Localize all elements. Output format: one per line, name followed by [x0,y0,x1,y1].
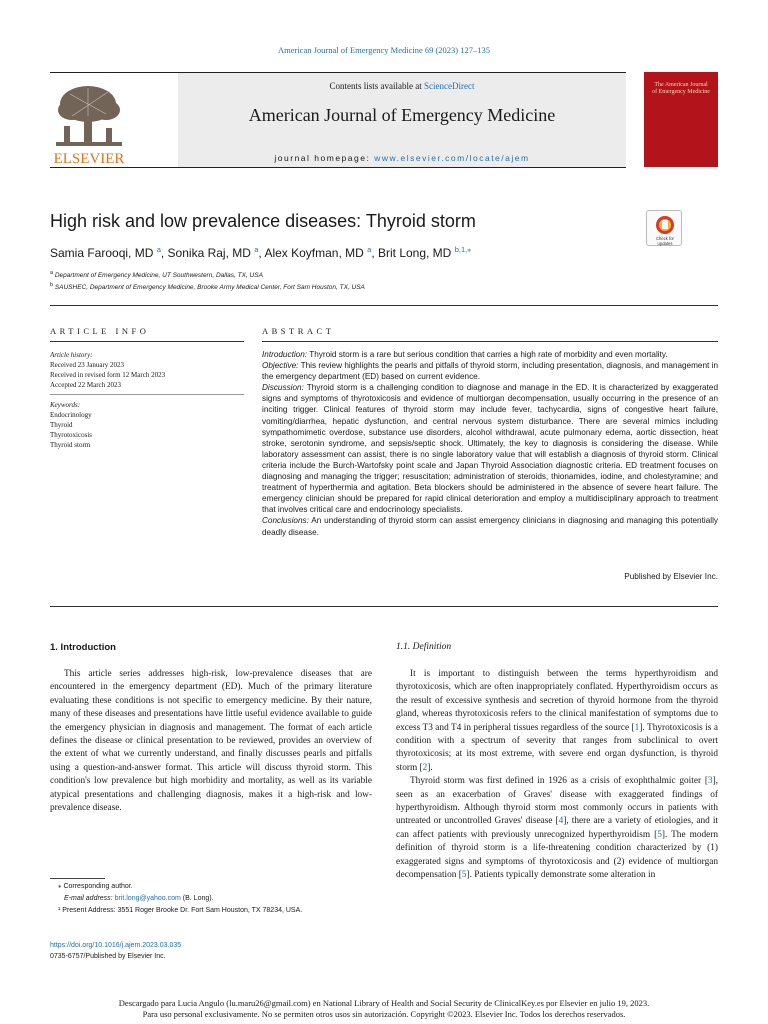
journal-homepage-line [178,153,626,163]
issn-line: 0735-6757/Published by Elsevier Inc. [50,953,166,960]
affiliation-a: $^a$ Department of Emergency Medicine, UT Southwestern, Dallas, TX, USA [50,270,263,280]
cover-title: The American Journal of Emergency Medicine [652,82,710,96]
abstract-body [262,349,718,538]
footnote-corresponding: ⁎ Corresponding author. [58,883,133,890]
body-column-right [396,668,718,883]
section-divider [50,305,718,306]
author-4[interactable]: Brit Long, MD $^{b,1,⁎}$ [377,245,471,260]
check-updates-icon [647,211,683,247]
reference-link[interactable]: 1 [634,722,640,733]
reference-link[interactable]: 4 [558,816,564,827]
download-notice-line-1: Descargado para Lucia Angulo (lu.maru26@gmail.com) en National Library of Health and Social Security de ClinicalKey.es por Elsevier en julio 19, 2023. [118,998,650,1008]
article-info-divider [50,390,244,395]
contents-available-line [178,81,626,91]
affiliation-b: $^b$ SAUSHEC, Department of Emergency Medicine, Brooke Army Medical Center, Fort Sam Houston, TX, USA [50,282,365,292]
download-notice-line-2: Para uso personal exclusivamente. No se permiten otros usos sin autorización. Copyright ©2023. Elsevier Inc. Todos los derechos reservados. [142,1009,626,1019]
accepted-date: Accepted 22 March 2023 [50,381,121,389]
intro-paragraph: This article series addresses high-risk, low-prevalence diseases that are encountered in the emergency department (ED). Much of the primary literature evaluating these conditions is not specific to emergency medicine. By their nature, many of these diseases and presentations have little useful evidence available to guide the emergency physician in diagnosis and management. The format of each article defines the disease or clinical presentation to be reviewed, provides an overview of the extent of what we currently understand, and finally discusses pearls and pitfalls using a question-and-answer format. This article will discuss thyroid storm. This condition's low prevalence but high morbidity and mortality, as well as its variable atypical presentations and challenging diagnosis, makes it a high-risk and low-prevalence disease. [50,669,372,814]
reference-link[interactable]: 5 [657,829,662,840]
svg-text:ELSEVIER: ELSEVIER [53,151,125,166]
article-title: High risk and low prevalence diseases: Thyroid storm [50,211,476,231]
article-info [50,350,244,450]
abstract-objective: Objective: This review highlights the pearls and pitfalls of thyroid storm, including presentation, diagnosis, and management in the emergency department (ED) based on current evidence. [262,361,718,382]
svg-text:Check for: Check for [656,236,674,241]
elsevier-logo[interactable] [50,80,128,166]
keyword-item: Thyroid [50,421,73,429]
reference-link[interactable]: 3 [707,776,713,787]
author-2[interactable]: Sonika Raj, MD $^a$ [167,245,259,260]
author-list: Samia Farooqi, MD $^a$, Sonika Raj, MD $^a$, Alex Koyfman, MD $^a$, Brit Long, MD $^{b,1,⁎}$ [50,245,471,260]
abstract-introduction: Introduction: Thyroid storm is a rare but serious condition that carries a high rate of morbidity and even mortality. [262,350,668,359]
abstract-discussion: Discussion: Thyroid storm is a challenging condition to diagnose and manage in the ED. It is characterized by exaggerated signs and symptoms of thyrotoxicosis and evidence of multiorgan decompensation, usually occurring in the presence of an inciting trigger. Clinical features of thyroid storm may include fever, tachycardia, signs of congestive heart failure, vomiting/diarrhea, hepatic dysfunction, and central nervous system disturbance. There are several mimics including sympathomimetic overdose, substance use disorders, alcohol withdrawal, acute pulmonary edema, aortic dissection, heat stroke, serotonin syndrome, and sepsis/septic shock. Ultimately, the key to diagnosis is considering the disease. While laboratory assessment can assist, there is no single laboratory value that will establish a diagnosis of thyroid storm. Clinical criteria include the Burch-Wartofsky point scale and Japan Thyroid Association diagnostic criteria. ED treatment focuses on diagnosing and managing the trigger; resuscitation; administration of steroids, thionamides, iodine, and cholestyramine; and treatment of hyperthermia and agitation. Beta blockers should be administered in the absence of severe heart failure. The emergency clinician should be prepared for rapid clinical deterioration and employ a multidisciplinary approach to treatment that involves critical care and endocrinology specialists. [262,383,718,515]
revised-date: Received in revised form 12 March 2023 [50,371,166,379]
homepage-link[interactable]: www.elsevier.com/locate/ajem [374,153,530,163]
download-notice [0,998,768,1020]
elsevier-tree-icon [50,80,128,166]
published-by: Published by Elsevier Inc. [624,572,718,581]
footnote-present-address: ¹ Present Address: 3551 Roger Brooke Dr. Fort Sam Houston, TX 78234, USA. [58,907,303,914]
section-heading-introduction: 1. Introduction [50,642,116,653]
doi-block [50,940,181,962]
reference-link[interactable]: 2 [422,762,428,773]
author-3[interactable]: Alex Koyfman, MD $^a$ [264,245,372,260]
check-for-updates-button[interactable] [646,210,682,246]
journal-citation[interactable]: American Journal of Emergency Medicine 69 (2023) 127–135 [277,45,491,55]
keyword-item: Thyrotoxicosis [50,431,92,439]
footnote-email: E-mail address: brit.long@yahoo.com (B. Long). [64,895,214,902]
journal-cover-thumbnail[interactable] [644,72,718,167]
email-link[interactable]: brit.long@yahoo.com [114,895,181,902]
footnote-rule [50,878,105,879]
contents-prefix: Contents lists available at [329,81,424,91]
svg-text:updates: updates [657,241,673,246]
keyword-item: Endocrinology [50,411,92,419]
received-date: Received 23 January 2023 [50,361,125,369]
keyword-item: Thyroid storm [50,441,91,449]
journal-name: American Journal of Emergency Medicine [248,105,556,125]
doi-link[interactable]: https://doi.org/10.1016/j.ajem.2023.03.035 [50,942,182,949]
homepage-prefix: journal homepage: [274,153,375,163]
sciencedirect-link[interactable]: ScienceDirect [424,81,475,91]
abstract-rule [262,341,718,342]
author-1[interactable]: Samia Farooqi, MD $^a$ [50,245,161,260]
header-top-rule [50,72,626,73]
definition-paragraph-1: It is important to distinguish between the terms hyperthyroidism and thyrotoxicosis, which are often inappropriately conflated. Hyperthyroidism occurs as the result of excessive synthesis and secretion of thyroid hormone from the thyroid gland, whereas thyrotoxicosis refers to the clinical manifestation of symptoms due to excess T3 and T4 in peripheral tissues regardless of the source [1]. Thyrotoxicosis is a condition with a spectrum of severity that ranges from subclinical to overt thyrotoxicosis; at its most extreme, with severe end organ dysfunction, is thyroid storm [2]. [396,669,718,773]
abstract-end-rule [50,606,718,607]
header-bottom-rule [50,167,626,168]
reference-link[interactable]: 5 [461,870,467,881]
subsection-heading-definition: 1.1. Definition [396,642,452,652]
history-label: Article history: [50,351,93,359]
abstract-conclusions: Conclusions: An understanding of thyroid storm can assist emergency clinicians in diagnosing and managing this potentially deadly disease. [262,516,718,537]
abstract-heading: ABSTRACT [262,326,335,336]
article-info-heading: ARTICLE INFO [50,326,150,336]
body-column-left [50,668,372,815]
definition-paragraph-2: Thyroid storm was first defined in 1926 as a crisis of exophthalmic goiter [3], seen as an exacerbation of Graves' disease with exaggerated findings of hyperthyroidism. Although thyroid storm most commonly occurs in patients with untreated or uncontrolled Graves' disease [4], there are a variety of etiologies, and it can affect patients with previously unrecognized hyperthyroidism [5]. The modern definition of thyroid storm is a life-threatening condition characterized by (1) exaggerated signs and symptoms of thyrotoxicosis and (2) evidence of multiorgan decompensation [5]. Patients typically demonstrate some alteration in [396,776,719,881]
keywords-label: Keywords: [50,401,81,409]
article-info-rule [50,341,244,342]
